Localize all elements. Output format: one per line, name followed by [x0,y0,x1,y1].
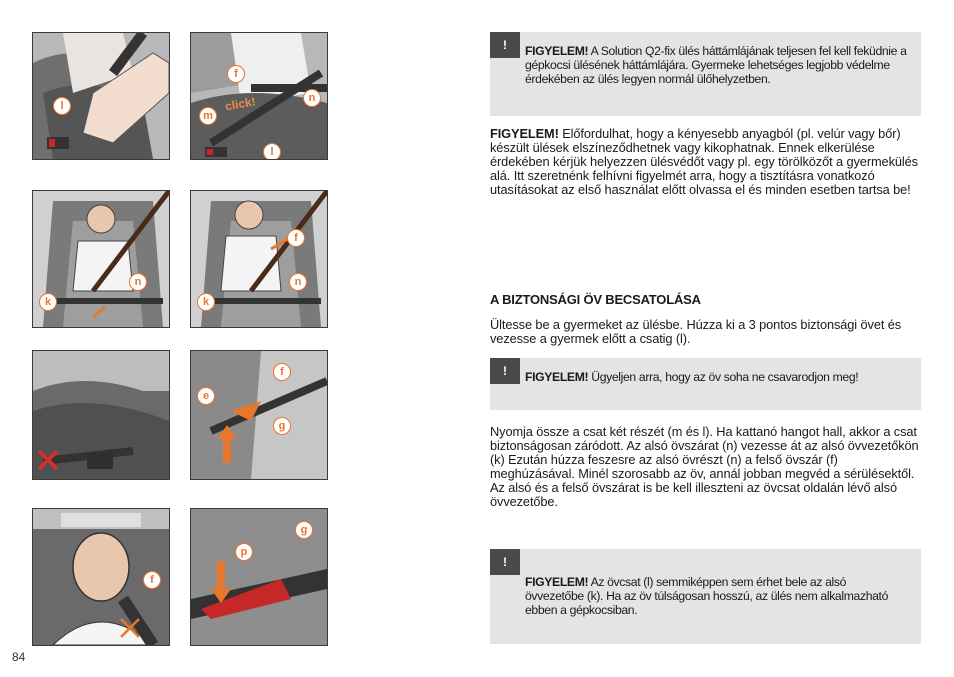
warning-icon: ! [490,32,520,58]
illustration-tighten-belt [190,190,328,328]
label-g: g [295,521,313,539]
section-heading: A BIZTONSÁGI ÖV BECSATOLÁSA [490,292,701,307]
label-p: p [235,543,253,561]
illustration-buckle-insert [32,32,170,160]
warning-text: FIGYELEM! Ügyeljen arra, hogy az öv soha ne csavarodjon meg! [525,370,859,384]
label-l: l [263,143,281,160]
label-k: k [197,293,215,311]
warning-text: FIGYELEM! Az övcsat (l) semmiképpen sem érhet bele az alsó övvezetőbe (k). Ha az öv túlságosan hosszú, az ülés nem alkalmazható ebben a gépkocsiban. [525,575,889,617]
illustration-wrong-buckle-position [32,350,170,480]
label-n: n [289,273,307,291]
page-number: 84 [12,650,26,664]
warning-box-buckle [490,549,921,644]
label-k: k [39,293,57,311]
label-n: n [129,273,147,291]
label-g: g [273,417,291,435]
paragraph-upholstery: FIGYELEM! Előfordulhat, hogy a kényesebb anyagból (pl. velúr vagy bőr) készült ülések elszíneződhetnek vagy kikophatnak. Ennek elkerülése érdekében kérjük helyezzen ülésvédőt vagy pl. egy törölközőt a gyermekülés alá. Itt szeretnénk felhívni figyelmét arra, hogy a tisztításra vonatkozó utasításokat az első használat előtt olvassa el és minden esetben tartsa be! [490,126,918,197]
illustration-belt-routing-side [190,350,328,480]
label-f: f [227,65,245,83]
label-f: f [273,363,291,381]
illustration-lap-belt-guides [32,190,170,328]
warning-label: FIGYELEM! [525,44,589,58]
illustration-belt-guide-closeup [190,508,328,646]
label-l: l [53,97,71,115]
paragraph-buckle: Nyomja össze a csat két részét (m és l). Ha kattanó hangot hall, akkor a csat biztonságosan záródott. Az alsó övszárat (n) vezesse át az alsó övvezetőkön (k) Ezután húzza feszesre az alsó övrészt (n) a felső övszár (f) meghúzásával. Minél szorosabb az öv, annál jobban megvéd a sérülésektől. Az alsó és a felső övszárat is be kell illeszteni az övcsat oldalán lévő alsó övvezetőbe. [490,424,919,509]
warning-label: FIGYELEM! [525,575,589,589]
label-f: f [287,229,305,247]
illustration-child-face [32,508,170,646]
label-f: f [143,571,161,589]
warning-icon: ! [490,549,520,575]
label-e: e [197,387,215,405]
warning-label: FIGYELEM! [490,126,559,141]
label-m: m [199,107,217,125]
warning-icon: ! [490,358,520,384]
paragraph-seat-child: Ültesse be a gyermeket az ülésbe. Húzza ki a 3 pontos biztonsági övet és vezesse a gyermek előtt a csatig (l). [490,317,902,346]
label-n: n [303,89,321,107]
click-annotation: click! [224,94,257,114]
warning-box-backrest [490,32,921,116]
warning-label: FIGYELEM! [525,370,589,384]
warning-box-twist [490,358,921,410]
illustration-buckle-click [190,32,328,160]
warning-text: FIGYELEM! A Solution Q2-fix ülés háttámlájának teljesen fel kell feküdnie a gépkocsi ülésének háttámlájára. Gyermeke lehetséges legjobb védelme érdekében az ülés legyen normál ülőhelyzetben. [525,44,907,86]
